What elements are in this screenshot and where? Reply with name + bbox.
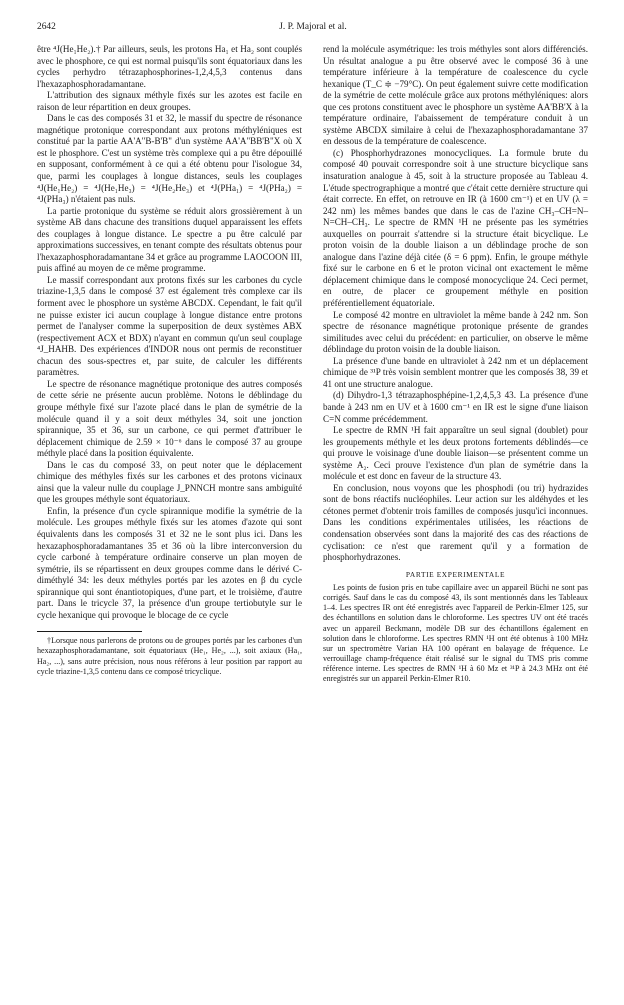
page-number: 2642	[37, 22, 56, 32]
paragraph: rend la molécule asymétrique: les trois méthyles sont alors différenciés. Un résultat analogue a pu être observé avec le composé 36 à une température inférieure à la température de coalescence du cycle hexanique (T_C ≑ −79°C). On peut également suivre cette modification de la symétrie de cette molécule grâce aux protons méthyléniques: alors que ces protons constituent avec le phosphore un système AA'BB'X à la température ordinaire, l'abaissement de température conduit à un système ABCDX similaire à celui de l'hexazaphosphoradamantane 37 en dessous de la température de coalescence.	[323, 44, 588, 147]
right-column	[323, 44, 588, 684]
footnote-divider	[37, 631, 142, 632]
section-heading: PARTIE EXPERIMENTALE	[405, 569, 506, 579]
footnote-text: †Lorsque nous parlerons de protons ou de groupes portés par les carbones d'un hexazaphosphoradamantane, soit équatoriaux (He₁, He₂, ...), soit axiaux (Ha₁, Ha₂, ...), sans autre précision, nous nous référons à leur position par rapport au cycle triazine-1,3,5 contenu dans ce composé tricyclique.	[37, 636, 302, 676]
paragraph: Le spectre de RMN ¹H fait apparaître un seul signal (doublet) pour les groupements méthyle et les deux protons fortements déblindés—ce qui prouve le voisinage d'une double liaison—se présentent comme un système A₂. Ceci prouve l'existence d'un plan de symétrie dans la molécule et est donc en faveur de la structure 43.	[323, 425, 588, 482]
paragraph: (c) Phosphorhydrazones monocycliques. La formule brute du composé 40 pouvait correspondre soit à une structure bicyclique sans insaturation analogue à 45, soit à la structure proposée au Tableau 4. L'étude spectrographique a montré que c'était cette dernière structure qui était correcte. En effet, on retrouve en IR (à 1600 cm⁻¹) et en UV (λ = 242 nm) les mêmes bandes que dans le cas de l'azine CH₃–CH=N–N=CH–CH₃. Le spectre de RMN ¹H ne présente pas les symétries auxquelles on pourrait s'attendre si la structure était bicyclique. Le proton voisin de la double liaison a un déblindage proche de son analogue dans l'azine déjà citée (δ = 6 ppm). Enfin, le groupe méthyle fixé sur le carbone en 6 et le proton vicinal ont exactement le même déplacement chimique dans le composé monocyclique 24. Ceci permet, en outre, de placer ce groupement méthyle en position préférentiellement équatoriale.	[323, 147, 588, 309]
left-column	[37, 44, 302, 677]
paragraph: Enfin, la présence d'un cycle spirannique modifie la symétrie de la molécule. Les groupes méthyle fixés sur les atomes d'azote qui sont équivalents dans les composés 31 et 32 ne le sont plus ici. Dans les hexazaphosphoradamantanes 35 et 36 où la libre interconversion du cycle carboné à température ordinaire conserve un plan moyen de symétrie, ils se répartissent en deux groupes comme dans le dérivé C-diméthylé 34: les deux méthyles portés par les azotes en β du cycle spirannique qui sont énantiotopiques, d'une part, et le troisième, d'autre part. Dans le tricycle 37, la présence d'un groupe tertiobutyle sur le cycle hexanique qui provoque le blocage de ce cycle	[37, 505, 302, 620]
paragraph: Dans le cas des composés 31 et 32, le massif du spectre de résonance magnétique protonique correspondant aux protons méthyléniques est constitué par la partie AA'A"B-B'B" d'un système AA'A"BB'B"X où X est le phosphore. C'est un système très complexe qui a pu être dépouillé en supposant, conformément à ce qui a été obtenu pour l'isologue 34, que, parmi les couplages à longue distances, seuls les couplages ⁴J(He₁He₂) = ⁴J(He₁He₃) = ⁴J(He₂He₃) et ⁴J(PHa₁) = ⁴J(PHa₂) = ⁴J(PHa₃) n'étaient pas nuls.	[37, 113, 302, 205]
paragraph: La présence d'une bande en ultraviolet à 242 nm et un déplacement chimique de ³¹P très voisin semblent montrer que les composés 38, 39 et 41 ont une structure analogue.	[323, 355, 588, 389]
paragraph: L'attribution des signaux méthyle fixés sur les azotes est facile en raison de leur répartition en deux groupes.	[37, 90, 302, 112]
paragraph: être ⁴J(He₁He₂).† Par ailleurs, seuls, les protons Ha₁ et Ha₂ sont couplés avec le phosphore, ce qui est normal puisqu'ils sont équatoriaux dans les cycles perhydro tétrazaphosphorines-1,2,4,5,3 contenus dans l'hexazaphosphoradamantane.	[37, 44, 302, 89]
paragraph: (d) Dihydro-1,3 tétrazaphosphépine-1,2,4,5,3 43. La présence d'une bande à 243 nm en UV et à 1600 cm⁻¹ en IR est le signe d'une liaison C=N comme précédemment.	[323, 390, 588, 424]
footnote	[37, 636, 302, 676]
running-title: J. P. Majoral et al.	[279, 22, 347, 32]
experimental-section	[323, 583, 588, 684]
paragraph: La partie protonique du système se réduit alors grossièrement à un système AB dans chacune des transitions duquel apparaissent les effets des couplages à longue distance. Le spectre a pu être calculé par approximations successives, en tenant compte des résultats obtenus pour l'hexazaphosphoradamantane 34 et grâce au programme LAOCOON III, puis affiné au moyen de ce même programme.	[37, 205, 302, 274]
paragraph: En conclusion, nous voyons que les phosphodi (ou tri) hydrazides sont de bons réactifs nucléophiles. Leur action sur les aldéhydes et les cétones permet d'obtenir trois familles de composés jusqu'ici inconnues. Dans les conditions expérimentales utilisées, les réactions de condensation observées sont dans la majorité des cas des réactions de cyclisation: ce n'est que rarement qu'il y a formation de phosphorhydrazones.	[323, 482, 588, 563]
paragraph: Les points de fusion pris en tube capillaire avec un appareil Büchi ne sont pas corrigés. Sauf dans le cas du composé 43, ils sont mentionnés dans les Tableaux 1–4. Les spectres IR ont été enregistrés avec l'appareil de Perkin-Elmer 125, sur des échantillons en solution dans le chloroforme. Les spectres UV ont été tracés avec un appareil Beckmann, modèle DB sur des échantillons également en solution dans le chloroforme. Les spectres RMN ¹H ont été obtenus à 100 MHz sur un spectromètre Varian HA 100 opérant en balayage de fréquence. Le verrouillage champ-fréquence était réalisé sur le signal du TMS pris comme référence interne. Les spectres de RMN ¹H à 60 Mz et ³¹P à 24.3 MHz ont été enregistrés sur un appareil Perkin-Elmer R10.	[323, 583, 588, 683]
paragraph: Le composé 42 montre en ultraviolet la même bande à 242 nm. Son spectre de résonance magnétique protonique présente de grandes similitudes avec celui du précédent: en particulier, on observe le même déblindage du proton voisin de la double liaison.	[323, 309, 588, 355]
paragraph: Le massif correspondant aux protons fixés sur les carbones du cycle triazine-1,3,5 dans le composé 37 est également très complexe car ils forment avec le phosphore un système ABCDX. Cependant, le fait qu'il ne puisse exister ici aucun couplage à longue distance entre protons permet de l'analyser comme la superposition de deux systèmes ABX (respectivement ACX et BDX) n'ayant en commun qu'un seul couplage ⁴J_HAHB. Des expériences d'INDOR nous ont permis de reconstituer chacun des sous-spectres et, par suite, de calculer les différents paramètres.	[37, 274, 302, 378]
paragraph: Le spectre de résonance magnétique protonique des autres composés de cette série ne présente aucun problème. Notons le déblindage du groupe méthyle fixé sur l'azote placé dans le plan de symétrie de la molécule quand il y a soit deux méthyles 34, soit une jonction spirannique, 35 et 36, sur un carbone, ce qui permet d'attribuer le déplacement chimique de 2.59 × 10⁻⁶ dans le composé 37 au groupe méthyle placé dans la position équivalente.	[37, 378, 302, 459]
paragraph: Dans le cas du composé 33, on peut noter que le déplacement chimique des méthyles fixés sur les carbones et des protons vicinaux ainsi que la valeur nulle du couplage J_PNNCH montre sans ambiguïté que les groupes méthyle sont équatoriaux.	[37, 459, 302, 505]
page-header	[37, 22, 589, 36]
